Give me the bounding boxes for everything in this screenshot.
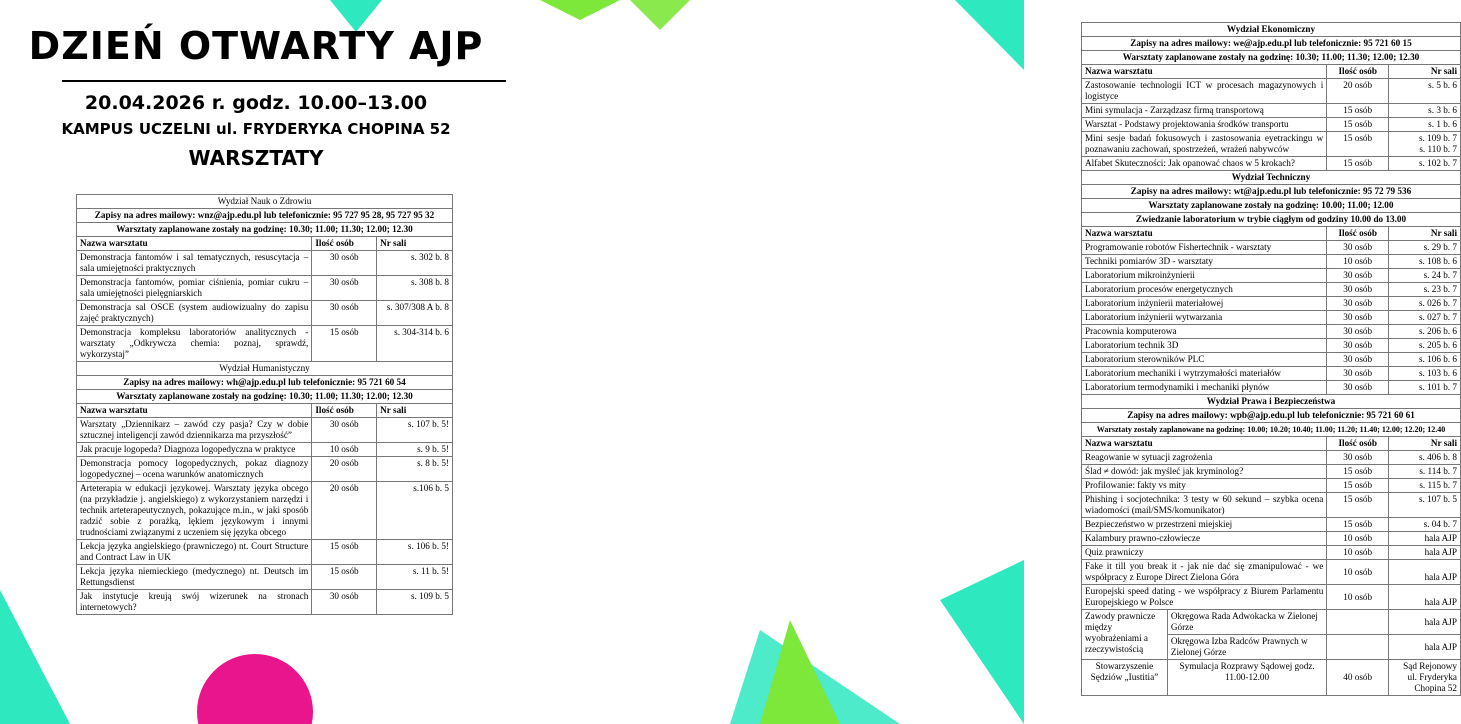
workshop-count: 10 osób xyxy=(312,443,377,457)
workshop-name: Europejski speed dating - we współpracy z Biurem Parlamentu Europejskiego w Polsce xyxy=(1082,585,1327,610)
faculty-times xyxy=(77,223,453,237)
workshop-count: 30 osób xyxy=(1327,353,1389,367)
left-page xyxy=(0,0,512,724)
workshop-count: 30 osób xyxy=(1327,297,1389,311)
workshop-name: Jak pracuje logopeda? Diagnoza logopedyczna w praktyce xyxy=(77,443,312,457)
workshop-room: s. 206 b. 6 xyxy=(1389,325,1461,339)
workshop-count: 15 osób xyxy=(312,326,377,362)
professions-row-3 xyxy=(1082,660,1461,696)
table-row xyxy=(77,251,453,276)
table-row xyxy=(77,301,453,326)
workshop-name: Mini sesje badań fokusowych i zastosowania eyetrackingu w poznawaniu zachowań, spostrzeżeń, wrażeń nabywców xyxy=(1082,132,1327,157)
workshop-count: 15 osób xyxy=(1327,104,1389,118)
faculty-times xyxy=(1082,51,1461,65)
workshop-name: Mini symulacja - Zarządzasz firmą transportową xyxy=(1082,104,1327,118)
workshop-room: s. 304-314 b. 6 xyxy=(377,326,453,362)
col-name-header: Nazwa warsztatu xyxy=(1082,65,1327,79)
col-name-header: Nazwa warsztatu xyxy=(1082,227,1327,241)
table-row xyxy=(1082,132,1461,157)
workshop-name: Laboratorium mikroinżynierii xyxy=(1082,269,1327,283)
table-row xyxy=(1082,269,1461,283)
faculty-name: Wydział Ekonomiczny xyxy=(1082,23,1461,37)
bar-association-room: hala AJP xyxy=(1389,610,1461,635)
faculty-times xyxy=(1082,423,1461,437)
schedule-times: Warsztaty zaplanowane zostały na godzinę: 10.00; 11.00; 12.00 xyxy=(1082,199,1461,213)
table-row xyxy=(1082,311,1461,325)
column-headers xyxy=(77,237,453,251)
workshop-name: Zastosowanie technologii ICT w procesach magazynowych i logistyce xyxy=(1082,79,1327,104)
workshop-count: 30 osób xyxy=(1327,325,1389,339)
table-right xyxy=(1081,22,1461,696)
faculty-contact xyxy=(1082,37,1461,51)
empty-count-cell xyxy=(1327,635,1389,660)
workshop-name: Laboratorium termodynamiki i mechaniki płynów xyxy=(1082,381,1327,395)
table-row xyxy=(1082,546,1461,560)
table-row xyxy=(1082,479,1461,493)
workshop-room: hala AJP xyxy=(1389,585,1461,610)
table-row xyxy=(1082,79,1461,104)
workshop-room: s. 109 b. 7 s. 110 b. 7 xyxy=(1389,132,1461,157)
table-row xyxy=(1082,381,1461,395)
bar-association: Okręgowa Rada Adwokacka w Zielonej Górze xyxy=(1167,610,1326,635)
column-headers xyxy=(77,404,453,418)
workshop-count: 15 osób xyxy=(1327,479,1389,493)
page-title: DZIEŃ OTWARTY AJP xyxy=(28,24,484,68)
schedule-times: Warsztaty zaplanowane zostały na godzinę: 10.30; 11.00; 11.30; 12.00; 12.30 xyxy=(1082,51,1461,65)
workshop-name: Lekcja języka niemieckiego (medycznego) nt. Deutsch im Rettungsdienst xyxy=(77,565,312,590)
table-row xyxy=(1082,493,1461,518)
table-row xyxy=(1082,532,1461,546)
workshop-room: s. 307/308 A b. 8 xyxy=(377,301,453,326)
workshop-room: s. 3 b. 6 xyxy=(1389,104,1461,118)
table-row xyxy=(1082,353,1461,367)
schedule-times: Warsztaty zostały zaplanowane na godzinę: 10.00; 10.20; 10.40; 11.00; 11.20; 11.40; 12.00; 12.20; 12.40 xyxy=(1082,423,1461,437)
table-row xyxy=(1082,451,1461,465)
workshop-count: 10 osób xyxy=(1327,546,1389,560)
workshop-room: s. 04 b. 7 xyxy=(1389,518,1461,532)
lab-note xyxy=(1082,213,1461,227)
table-row xyxy=(77,418,453,443)
workshop-count: 15 osób xyxy=(1327,157,1389,171)
table-row xyxy=(1082,104,1461,118)
table-left xyxy=(76,194,453,615)
table-row xyxy=(77,276,453,301)
workshop-room: s. 1 b. 6 xyxy=(1389,118,1461,132)
workshop-name: Phishing i socjotechnika: 3 testy w 60 sekund – szybka ocena wiadomości (mail/SMS/komunikator) xyxy=(1082,493,1327,518)
legal-advisers-chamber: Okręgowa Izba Radców Prawnych w Zielonej Górze xyxy=(1167,635,1326,660)
workshop-name: Techniki pomiarów 3D - warsztaty xyxy=(1082,255,1327,269)
workshop-count: 30 osób xyxy=(1327,269,1389,283)
workshop-name: Warsztaty „Dziennikarz – zawód czy pasja? Czy w dobie sztucznej inteligencji zawód dziennikarza ma przyszłość” xyxy=(77,418,312,443)
workshop-name: Laboratorium mechaniki i wytrzymałości materiałów xyxy=(1082,367,1327,381)
workshop-room: s. 9 b. 5! xyxy=(377,443,453,457)
workshop-name: Lekcja języka angielskiego (prawniczego) nt. Court Structure and Contract Law in UK xyxy=(77,540,312,565)
faculty-name: Wydział Techniczny xyxy=(1082,171,1461,185)
col-count-header: Ilość osób xyxy=(312,237,377,251)
workshop-count: 15 osób xyxy=(1327,493,1389,518)
workshop-name: Arteterapia w edukacji językowej. Warsztaty języka obcego (na przykładzie j. angielskiego) z wykorzystaniem narzędzi i technik arteterapeutycznych, pokazujące m.in., w jaki sposób radzić sobie z porażką, lękiem językowym i innymi trudnościami związanymi z uczeniem się języka obcego xyxy=(77,482,312,540)
workshop-room: s. 24 b. 7 xyxy=(1389,269,1461,283)
workshop-count: 30 osób xyxy=(1327,367,1389,381)
workshop-room: s. 23 b. 7 xyxy=(1389,283,1461,297)
faculty-times xyxy=(1082,199,1461,213)
judges-association: Stowarzyszenie Sędziów „Iustitia” xyxy=(1082,660,1168,696)
col-room-header: Nr sali xyxy=(1389,65,1461,79)
workshop-room: s. 106 b. 5! xyxy=(377,540,453,565)
workshop-name: Jak instytucje kreują swój wizerunek na stronach internetowych? xyxy=(77,590,312,615)
workshop-name: Bezpieczeństwo w przestrzeni miejskiej xyxy=(1082,518,1327,532)
professions-row-1 xyxy=(1082,610,1461,635)
court-simulation-room: Sąd Rejonowy ul. Fryderyka Chopina 52 xyxy=(1389,660,1461,696)
col-count-header: Ilość osób xyxy=(312,404,377,418)
workshop-count: 15 osób xyxy=(1327,132,1389,157)
workshop-room: s. 308 b. 8 xyxy=(377,276,453,301)
workshop-count: 20 osób xyxy=(312,482,377,540)
court-simulation: Symulacja Rozprawy Sądowej godz. 11.00-12.00 xyxy=(1167,660,1326,696)
contact-info: Zapisy na adres mailowy: wh@ajp.edu.pl lub telefonicznie: 95 721 60 54 xyxy=(77,376,453,390)
professions-label: Zawody prawnicze między wyobrażeniami a rzeczywistością xyxy=(1082,610,1168,660)
date-line: 20.04.2026 r. godz. 10.00–13.00 xyxy=(84,92,428,114)
workshop-count: 20 osób xyxy=(312,457,377,482)
lab-visit-note: Zwiedzanie laboratorium w trybie ciągłym od godziny 10.00 do 13.00 xyxy=(1082,213,1461,227)
workshop-room: s. 107 b. 5 xyxy=(1389,493,1461,518)
workshop-room: s. 115 b. 7 xyxy=(1389,479,1461,493)
workshop-count: 30 osób xyxy=(312,251,377,276)
workshop-name: Alfabet Skuteczności: Jak opanować chaos w 5 krokach? xyxy=(1082,157,1327,171)
col-count-header: Ilość osób xyxy=(1327,437,1389,451)
column-headers xyxy=(1082,65,1461,79)
workshop-count: 15 osób xyxy=(1327,465,1389,479)
workshop-room: hala AJP xyxy=(1389,532,1461,546)
table-row xyxy=(1082,297,1461,311)
title-underline xyxy=(62,80,506,82)
workshop-room: s. 5 b. 6 xyxy=(1389,79,1461,104)
table-row xyxy=(1082,518,1461,532)
section-title: WARSZTATY xyxy=(188,146,324,170)
workshop-name: Profilowanie: fakty vs mity xyxy=(1082,479,1327,493)
table-row xyxy=(77,443,453,457)
table-row xyxy=(1082,560,1461,585)
contact-info: Zapisy na adres mailowy: we@ajp.edu.pl lub telefonicznie: 95 721 60 15 xyxy=(1082,37,1461,51)
faculty-name: Wydział Prawa i Bezpieczeństwa xyxy=(1082,395,1461,409)
faculty-contact xyxy=(77,376,453,390)
workshop-room: hala AJP xyxy=(1389,560,1461,585)
col-name-header: Nazwa warsztatu xyxy=(77,237,312,251)
faculty-name: Wydział Humanistyczny xyxy=(77,362,453,376)
schedule-times: Warsztaty zaplanowane zostały na godzinę: 10.30; 11.00; 11.30; 12.00; 12.30 xyxy=(77,223,453,237)
workshop-count: 15 osób xyxy=(1327,118,1389,132)
workshop-count: 30 osób xyxy=(1327,283,1389,297)
workshop-room: s. 108 b. 6 xyxy=(1389,255,1461,269)
faculty-times xyxy=(77,390,453,404)
workshop-name: Demonstracja sal OSCE (system audiowizualny do zapisu zajęć praktycznych) xyxy=(77,301,312,326)
table-row xyxy=(1082,255,1461,269)
workshop-count: 30 osób xyxy=(312,590,377,615)
workshop-count: 30 osób xyxy=(312,276,377,301)
workshop-name: Ślad ≠ dowód: jak myśleć jak kryminolog? xyxy=(1082,465,1327,479)
workshop-count: 30 osób xyxy=(1327,241,1389,255)
table-row xyxy=(77,540,453,565)
workshop-room: s. 027 b. 7 xyxy=(1389,311,1461,325)
column-headers xyxy=(1082,437,1461,451)
contact-info: Zapisy na adres mailowy: wt@ajp.edu.pl lub telefonicznie: 95 72 79 536 xyxy=(1082,185,1461,199)
workshop-name: Demonstracja fantomów, pomiar ciśnienia, pomiar cukru – sala umiejętności pielęgniarskich xyxy=(77,276,312,301)
table-row xyxy=(1082,118,1461,132)
legal-advisers-room: hala AJP xyxy=(1389,635,1461,660)
col-name-header: Nazwa warsztatu xyxy=(1082,437,1327,451)
workshop-room: s. 114 b. 7 xyxy=(1389,465,1461,479)
faculty-name: Wydział Nauk o Zdrowiu xyxy=(77,195,453,209)
workshop-room: s.106 b. 5 xyxy=(377,482,453,540)
workshop-name: Laboratorium technik 3D xyxy=(1082,339,1327,353)
workshop-count: 20 osób xyxy=(1327,79,1389,104)
col-count-header: Ilość osób xyxy=(1327,65,1389,79)
right-page xyxy=(512,0,1457,724)
workshop-count: 10 osób xyxy=(1327,585,1389,610)
workshop-room: s. 103 b. 6 xyxy=(1389,367,1461,381)
workshop-name: Demonstracja pomocy logopedycznych, pokaz diagnozy logopedycznej – ocena warunków anatomicznych xyxy=(77,457,312,482)
workshop-name: Reagowanie w sytuacji zagrożenia xyxy=(1082,451,1327,465)
workshop-count: 30 osób xyxy=(312,301,377,326)
contact-info: Zapisy na adres mailowy: wpb@ajp.edu.pl lub telefonicznie: 95 721 60 61 xyxy=(1082,409,1461,423)
table-row xyxy=(1082,339,1461,353)
workshop-name: Pracownia komputerowa xyxy=(1082,325,1327,339)
workshop-room: s. 102 b. 7 xyxy=(1389,157,1461,171)
table-row xyxy=(77,590,453,615)
col-count-header: Ilość osób xyxy=(1327,227,1389,241)
col-room-header: Nr sali xyxy=(1389,437,1461,451)
workshop-room: s. 406 b. 8 xyxy=(1389,451,1461,465)
workshop-name: Laboratorium inżynierii materiałowej xyxy=(1082,297,1327,311)
workshop-count: 30 osób xyxy=(1327,451,1389,465)
faculty-header xyxy=(1082,171,1461,185)
table-row xyxy=(1082,157,1461,171)
workshop-name: Demonstracja fantomów i sal tematycznych, resuscytacja – sala umiejętności praktycznych xyxy=(77,251,312,276)
workshop-room: s. 106 b. 6 xyxy=(1389,353,1461,367)
workshop-room: s. 29 b. 7 xyxy=(1389,241,1461,255)
workshop-name: Programowanie robotów Fishertechnik - warsztaty xyxy=(1082,241,1327,255)
workshop-name: Quiz prawniczy xyxy=(1082,546,1327,560)
schedule-times: Warsztaty zaplanowane zostały na godzinę: 10.30; 11.00; 11.30; 12.00; 12.30 xyxy=(77,390,453,404)
table-row xyxy=(77,457,453,482)
workshop-name: Laboratorium inżynierii wytwarzania xyxy=(1082,311,1327,325)
workshop-name: Kalambury prawno-człowiecze xyxy=(1082,532,1327,546)
col-room-header: Nr sali xyxy=(377,404,453,418)
table-row xyxy=(77,326,453,362)
table-row xyxy=(1082,283,1461,297)
workshop-count: 30 osób xyxy=(1327,339,1389,353)
workshop-room: s. 109 b. 5 xyxy=(377,590,453,615)
workshop-name: Warsztat - Podstawy projektowania środków transportu xyxy=(1082,118,1327,132)
workshop-room: s. 101 b. 7 xyxy=(1389,381,1461,395)
workshop-room: s. 026 b. 7 xyxy=(1389,297,1461,311)
workshop-count: 10 osób xyxy=(1327,560,1389,585)
table-row xyxy=(1082,241,1461,255)
faculty-contact xyxy=(1082,185,1461,199)
column-headers xyxy=(1082,227,1461,241)
workshop-count: 15 osób xyxy=(312,565,377,590)
workshop-room: s. 302 b. 8 xyxy=(377,251,453,276)
table-row xyxy=(1082,585,1461,610)
table-row xyxy=(77,482,453,540)
faculty-header xyxy=(1082,395,1461,409)
workshop-count: 10 osób xyxy=(1327,532,1389,546)
col-name-header: Nazwa warsztatu xyxy=(77,404,312,418)
faculty-header xyxy=(1082,23,1461,37)
contact-info: Zapisy na adres mailowy: wnz@ajp.edu.pl lub telefonicznie: 95 727 95 28, 95 727 95 32 xyxy=(77,209,453,223)
workshop-name: Laboratorium sterowników PLC xyxy=(1082,353,1327,367)
faculty-contact xyxy=(1082,409,1461,423)
workshop-room: s. 11 b. 5! xyxy=(377,565,453,590)
workshop-name: Fake it till you break it - jak nie dać się zmanipulować - we współpracy z Europe Direct Zielona Góra xyxy=(1082,560,1327,585)
col-room-header: Nr sali xyxy=(1389,227,1461,241)
faculty-header xyxy=(77,362,453,376)
workshop-room: s. 8 b. 5! xyxy=(377,457,453,482)
workshop-count: 30 osób xyxy=(1327,311,1389,325)
workshop-count: 15 osób xyxy=(1327,518,1389,532)
table-row xyxy=(77,565,453,590)
table-row xyxy=(1082,465,1461,479)
workshop-room: s. 205 b. 6 xyxy=(1389,339,1461,353)
workshop-count: 15 osób xyxy=(312,540,377,565)
workshop-room: hala AJP xyxy=(1389,546,1461,560)
col-room-header: Nr sali xyxy=(377,237,453,251)
empty-count-cell xyxy=(1327,610,1389,635)
faculty-contact xyxy=(77,209,453,223)
table-row xyxy=(1082,367,1461,381)
workshop-name: Demonstracja kompleksu laboratoriów analitycznych - warsztaty „Odkrywcza chemia: poznaj, sprawdź, wykorzystaj” xyxy=(77,326,312,362)
workshop-count: 30 osób xyxy=(1327,381,1389,395)
workshop-room: s. 107 b. 5! xyxy=(377,418,453,443)
court-simulation-count: 40 osób xyxy=(1327,660,1389,696)
workshop-name: Laboratorium procesów energetycznych xyxy=(1082,283,1327,297)
workshop-count: 30 osób xyxy=(312,418,377,443)
location-line: KAMPUS UCZELNI ul. FRYDERYKA CHOPINA 52 xyxy=(61,120,451,138)
table-row xyxy=(1082,325,1461,339)
faculty-header xyxy=(77,195,453,209)
workshop-count: 10 osób xyxy=(1327,255,1389,269)
